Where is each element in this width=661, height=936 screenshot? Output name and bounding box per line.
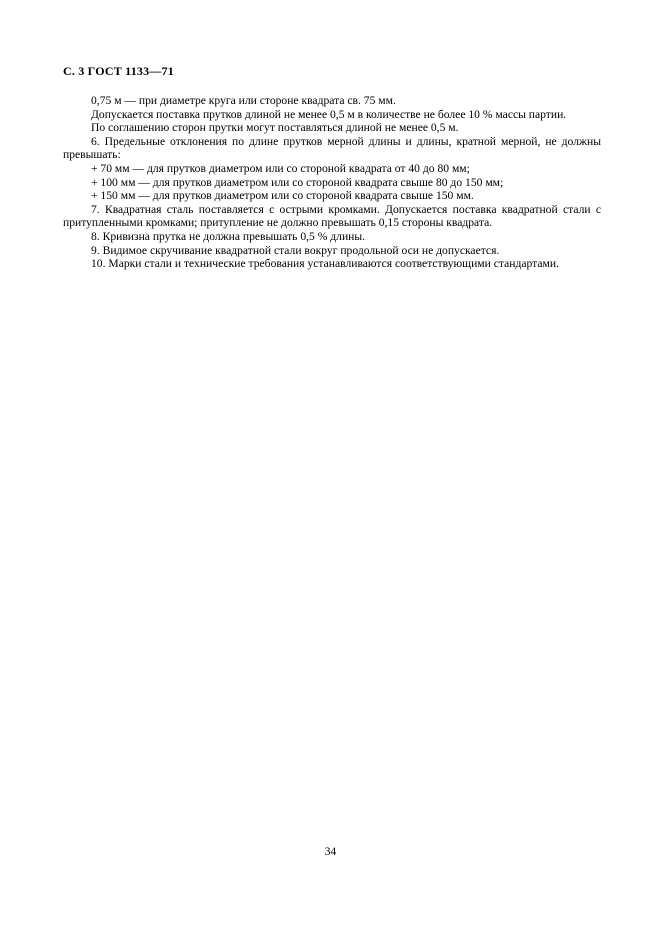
- page-header: С. 3 ГОСТ 1133—71: [63, 64, 174, 78]
- paragraph: Допускается поставка прутков длиной не менее 0,5 м в количестве не более 10 % массы партии.: [91, 107, 567, 121]
- paragraph: 10. Марки стали и технические требования устанавливаются соответствующими стандартами.: [91, 257, 559, 271]
- paragraph: 7. Квадратная сталь поставляется с острыми кромками. Допускается поставка квадратной стали с притупленными кромками; притупление не должно превышать 0,15 стороны квадрата.: [63, 202, 601, 230]
- document-body: [63, 94, 601, 271]
- paragraph: + 70 мм — для прутков диаметром или со стороной квадрата от 40 до 80 мм;: [91, 161, 470, 175]
- paragraph: 0,75 м — при диаметре круга или стороне квадрата св. 75 мм.: [91, 94, 396, 107]
- paragraph: По соглашению сторон прутки могут поставляться длиной не менее 0,5 м.: [91, 121, 459, 135]
- page-number: 34: [324, 846, 337, 858]
- paragraph: + 150 мм — для прутков диаметром или со стороной квадрата свыше 150 мм.: [91, 189, 474, 203]
- paragraph: + 100 мм — для прутков диаметром или со стороной квадрата свыше 80 до 150 мм;: [91, 175, 504, 189]
- paragraph: 9. Видимое скручивание квадратной стали вокруг продольной оси не допускается.: [91, 243, 500, 257]
- paragraph: 8. Кривизна прутка не должна превышать 0,5 % длины.: [91, 229, 366, 243]
- paragraph: 6. Предельные отклонения по длине прутков мерной длины и длины, кратной мерной, не должны превышать:: [63, 134, 601, 162]
